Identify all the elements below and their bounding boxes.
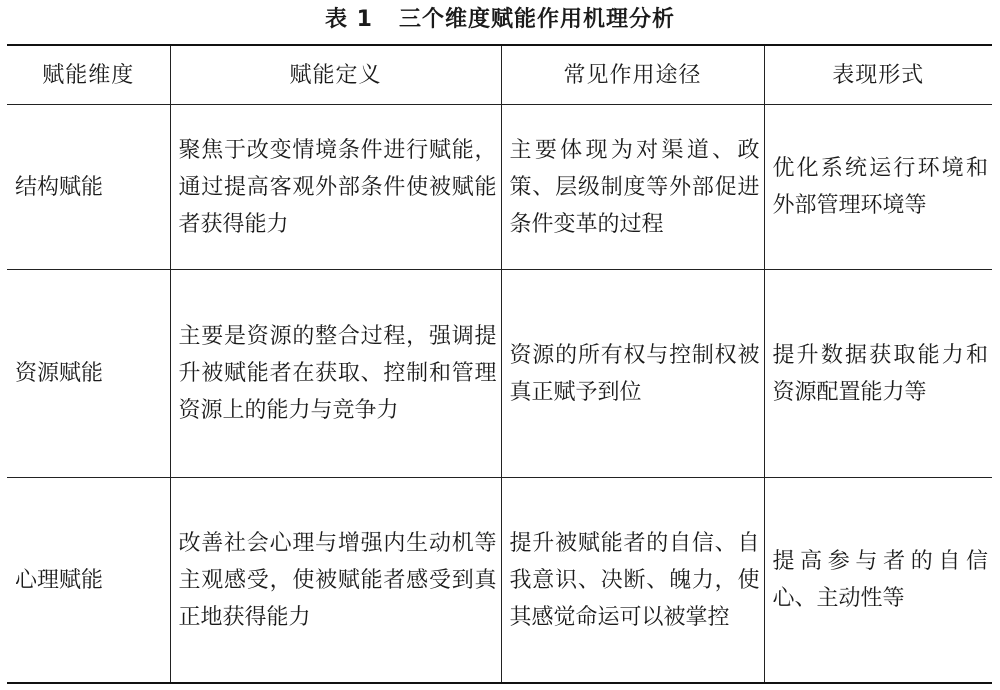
cell-form: 提升数据获取能力和资源配置能力等 <box>764 270 992 478</box>
cell-form: 提高参与者的自信心、主动性等 <box>764 478 992 684</box>
mechanism-table <box>7 44 992 684</box>
table-number: 表 1 <box>325 7 373 32</box>
cell-definition: 改善社会心理与增强内生动机等主观感受，使被赋能者感受到真正地获得能力 <box>170 478 501 684</box>
cell-definition: 聚焦于改变情境条件进行赋能，通过提高客观外部条件使被赋能者获得能力 <box>170 105 501 270</box>
cell-dimension: 心理赋能 <box>7 478 170 684</box>
table-row <box>7 478 992 684</box>
cell-dimension: 结构赋能 <box>7 105 170 270</box>
cell-form: 优化系统运行环境和外部管理环境等 <box>764 105 992 270</box>
table-row <box>7 270 992 478</box>
header-pathway: 常见作用途径 <box>501 45 764 105</box>
table-caption <box>0 4 1000 36</box>
header-dimension: 赋能维度 <box>7 45 170 105</box>
table-row <box>7 105 992 270</box>
cell-dimension: 资源赋能 <box>7 270 170 478</box>
header-definition: 赋能定义 <box>170 45 501 105</box>
cell-pathway: 主要体现为对渠道、政策、层级制度等外部促进条件变革的过程 <box>501 105 764 270</box>
cell-definition: 主要是资源的整合过程，强调提升被赋能者在获取、控制和管理资源上的能力与竞争力 <box>170 270 501 478</box>
table-header-row <box>7 45 992 105</box>
header-form: 表现形式 <box>764 45 992 105</box>
cell-pathway: 资源的所有权与控制权被真正赋予到位 <box>501 270 764 478</box>
table-title: 三个维度赋能作用机理分析 <box>398 7 675 32</box>
cell-pathway: 提升被赋能者的自信、自我意识、决断、魄力，使其感觉命运可以被掌控 <box>501 478 764 684</box>
